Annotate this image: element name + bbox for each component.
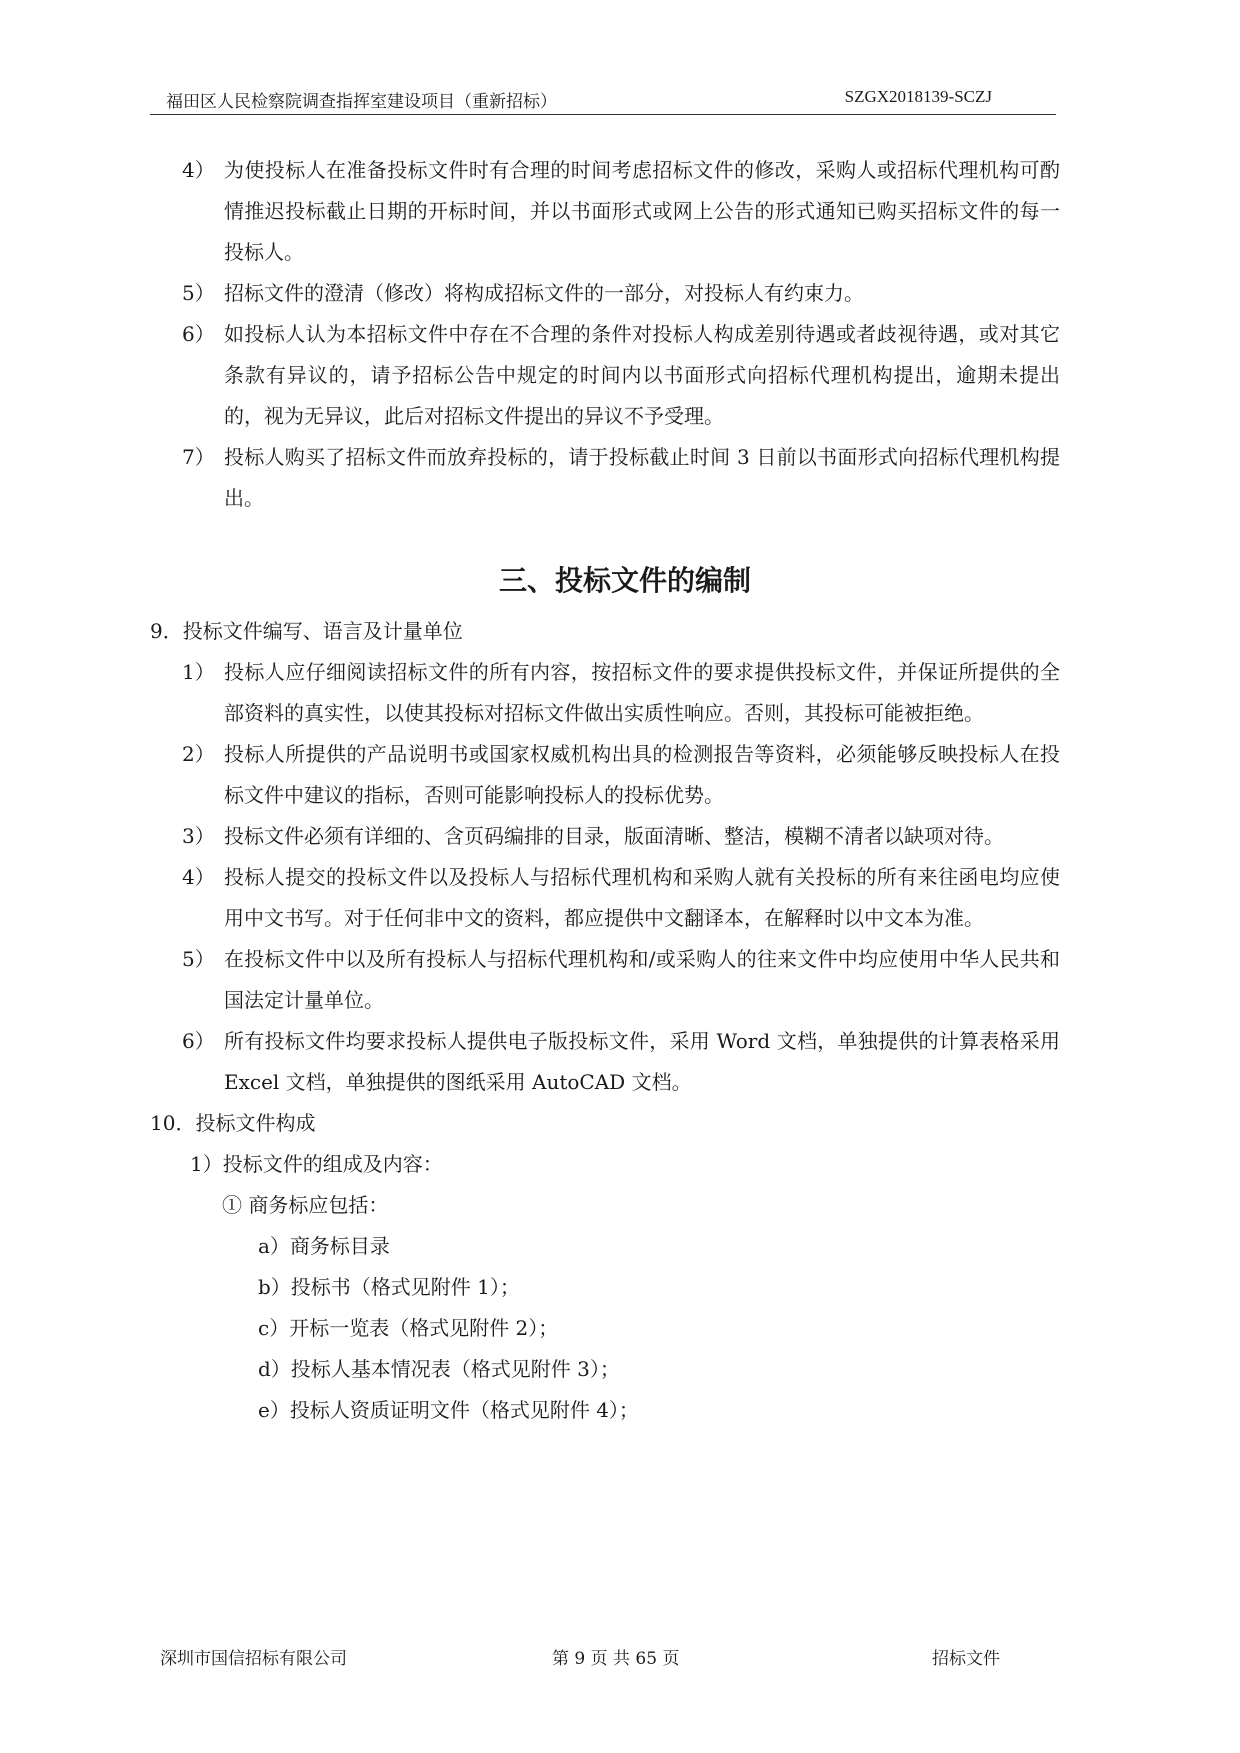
item-number: 6） [182, 1029, 215, 1053]
footer-company: 深圳市国信招标有限公司 [160, 1649, 347, 1669]
list-item: b）投标书（格式见附件 1）； [258, 1275, 520, 1299]
list-item [150, 1021, 1060, 1103]
section-title: 三、投标文件的编制 [498, 564, 751, 597]
item-number: 6） [182, 322, 215, 346]
item-text: 招标文件的澄清（修改）将构成招标文件的一部分，对投标人有约束力。 [224, 281, 864, 305]
item-number: 7） [182, 445, 215, 469]
list-item: a）商务标目录 [258, 1234, 390, 1258]
list-item [150, 314, 1060, 437]
list-item [150, 816, 1060, 857]
list-item [150, 857, 1060, 939]
item-number: 1） [182, 660, 215, 684]
list-item: c）开标一览表（格式见附件 2）； [258, 1316, 559, 1340]
item-number: 4） [182, 158, 215, 182]
item-number: 4） [182, 865, 215, 889]
item-text: 投标人所提供的产品说明书或国家权威机构出具的检测报告等资料，必须能够反映投标人在投标文件中建议的指标，否则可能影响投标人的投标优势。 [224, 742, 1060, 807]
item-text: 投标文件必须有详细的、含页码编排的目录，版面清晰、整洁，模糊不清者以缺项对待。 [224, 824, 1004, 848]
item-text: 投标人提交的投标文件以及投标人与招标代理机构和采购人就有关投标的所有来往函电均应使用中文书写。对于任何非中文的资料，都应提供中文翻译本，在解释时以中文本为准。 [224, 865, 1060, 930]
page-footer [160, 1644, 1020, 1672]
header-project-code: SZGX2018139-SCZJ [844, 87, 992, 106]
clause-10-heading: 10．投标文件构成 [150, 1111, 316, 1135]
header-project-title: 福田区人民检察院调查指挥室建设项目（重新招标） [166, 92, 557, 112]
item-number: 5） [182, 947, 215, 971]
item-number: 3） [182, 824, 215, 848]
list-item [150, 150, 1060, 273]
list-item [150, 734, 1060, 816]
item-text: 如投标人认为本招标文件中存在不合理的条件对投标人构成差别待遇或者歧视待遇，或对其它条款有异议的，请予招标公告中规定的时间内以书面形式向招标代理机构提出，逾期未提出的，视为无异议，此后对招标文件提出的异议不予受理。 [224, 322, 1060, 428]
footer-page-number: 第 9 页 共 65 页 [552, 1649, 680, 1669]
list-item [150, 939, 1060, 1021]
list-item [150, 273, 1060, 314]
item-text: 投标人应仔细阅读招标文件的所有内容，按招标文件的要求提供投标文件，并保证所提供的全部资料的真实性，以使其投标对招标文件做出实质性响应。否则，其投标可能被拒绝。 [224, 660, 1060, 725]
intro-list [150, 150, 1060, 519]
item-text: 投标人购买了招标文件而放弃投标的，请于投标截止时间 3 日前以书面形式向招标代理机构提出。 [224, 445, 1060, 510]
item-number: 2） [182, 742, 215, 766]
item-number: 5） [182, 281, 215, 305]
clause-10-subheading: 1）投标文件的组成及内容： [190, 1152, 443, 1176]
list-item [150, 437, 1060, 519]
list-item [150, 652, 1060, 734]
page-body [150, 150, 1060, 1431]
clause-9-heading: 9．投标文件编写、语言及计量单位 [150, 619, 463, 643]
list-item: d）投标人基本情况表（格式见附件 3）； [258, 1357, 620, 1381]
item-text: 为使投标人在准备投标文件时有合理的时间考虑招标文件的修改，采购人或招标代理机构可酌情推迟投标截止日期的开标时间，并以书面形式或网上公告的形式通知已购买招标文件的每一投标人。 [224, 158, 1060, 264]
item-text: 所有投标文件均要求投标人提供电子版投标文件，采用 Word 文档，单独提供的计算表格采用 Excel 文档，单独提供的图纸采用 AutoCAD 文档。 [224, 1029, 1060, 1094]
clause-9-list [150, 652, 1060, 1103]
list-item: e）投标人资质证明文件（格式见附件 4）； [258, 1398, 639, 1422]
item-text: 在投标文件中以及所有投标人与招标代理机构和/或采购人的往来文件中均应使用中华人民共和国法定计量单位。 [224, 947, 1060, 1012]
footer-doc-type: 招标文件 [932, 1649, 1000, 1669]
business-bid-list [150, 1226, 1060, 1431]
business-bid-heading: ① 商务标应包括： [222, 1193, 389, 1217]
page-header [150, 80, 1056, 115]
